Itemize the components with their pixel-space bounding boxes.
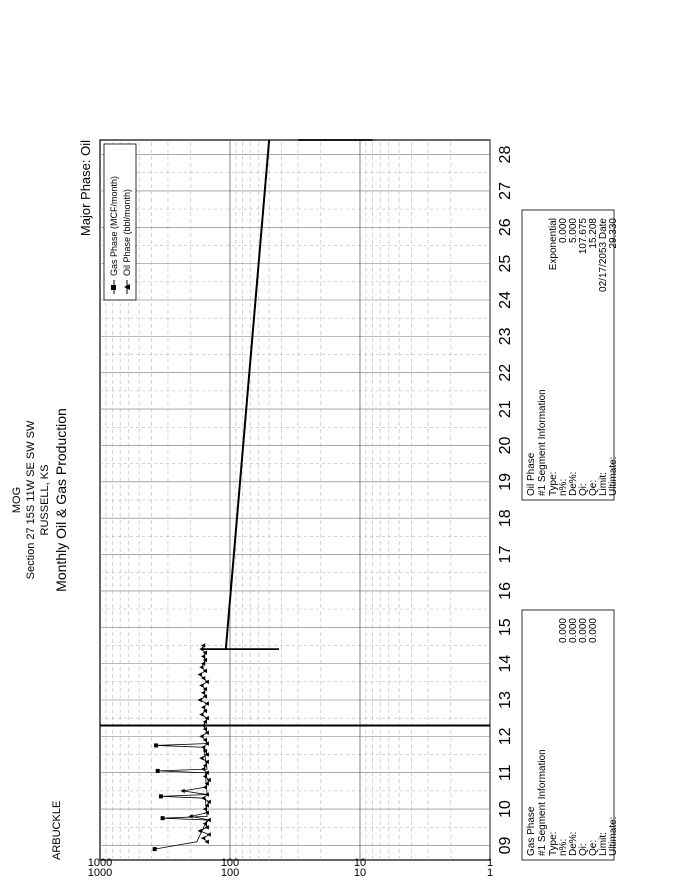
oil_box-row-label: n%: bbox=[558, 478, 569, 496]
gas_box-row-label: Type: bbox=[548, 831, 559, 856]
oil_box-row-value: 107.675 bbox=[578, 218, 589, 255]
x-tick-label: 18 bbox=[497, 509, 514, 528]
y-tick-label: 1000 bbox=[87, 867, 113, 879]
gas_box-row-label: Limit: bbox=[598, 832, 609, 856]
chart-title: Monthly Oil & Gas Production bbox=[53, 408, 69, 592]
x-tick-label: 15 bbox=[497, 618, 514, 637]
legend-oil-label: Oil Phase (bbl/month) bbox=[122, 188, 132, 276]
data-point bbox=[201, 705, 205, 709]
gas-box-subtitle: #1 Segment Information bbox=[537, 749, 548, 856]
x-tick-label: 24 bbox=[497, 291, 514, 309]
oil_box-row-value: 29.330 bbox=[608, 218, 619, 249]
data-point bbox=[198, 672, 202, 676]
y-tick-label: 1000 bbox=[87, 857, 113, 869]
y-tick-label: 1 bbox=[486, 857, 494, 869]
x-tick-label: 26 bbox=[497, 218, 514, 237]
x-tick-label: 21 bbox=[497, 400, 514, 418]
oil_box-row-value: 0.000 bbox=[558, 218, 569, 244]
x-axis-ticks bbox=[497, 146, 514, 855]
legend-gas-label: Gas Phase (MCF/month) bbox=[109, 175, 119, 276]
header-line-1: MOG bbox=[11, 486, 23, 514]
x-tick-label: 10 bbox=[497, 800, 514, 818]
oil_box-row-label: Qe: bbox=[588, 479, 599, 496]
y-tick-label: 10 bbox=[353, 857, 367, 869]
data-point bbox=[201, 836, 205, 840]
gas_box-row-value: 0.000 bbox=[588, 618, 599, 644]
major-phase-label: Major Phase: Oil bbox=[78, 140, 93, 237]
formation-label: ARBUCKLE bbox=[51, 800, 63, 860]
data-point bbox=[154, 743, 158, 747]
series-group bbox=[153, 140, 270, 851]
y-tick-label: 100 bbox=[220, 857, 240, 869]
x-tick-label: 16 bbox=[497, 582, 514, 600]
data-point bbox=[156, 769, 160, 773]
gas_box-row-label: De%: bbox=[568, 831, 579, 856]
gas_box-row-label: Qi: bbox=[578, 843, 589, 856]
legend-gas-marker bbox=[111, 285, 116, 290]
x-tick-label: 19 bbox=[497, 472, 514, 491]
x-tick-label: 20 bbox=[497, 436, 514, 455]
data-point bbox=[153, 847, 157, 851]
data-point bbox=[199, 647, 203, 651]
oil_box-row-label: Type: bbox=[548, 471, 559, 496]
oil-info-box bbox=[522, 210, 619, 500]
oil-box-title: Oil Phase bbox=[526, 452, 537, 496]
x-tick-label: 23 bbox=[497, 327, 514, 346]
gas_box-row-label: Qe: bbox=[588, 839, 599, 856]
data-point bbox=[159, 794, 163, 798]
x-tick-label: 12 bbox=[497, 727, 514, 746]
header-line-3: RUSSELL, KS bbox=[39, 464, 51, 536]
oil_box-row-value: 5.000 bbox=[568, 218, 579, 244]
y-tick-label: 10 bbox=[353, 867, 367, 879]
data-point bbox=[203, 774, 207, 778]
oil-box-subtitle: #1 Segment Information bbox=[537, 389, 548, 496]
oil_box-row-label: Limit: bbox=[598, 472, 609, 496]
gas_box-row-value: 0.000 bbox=[578, 618, 589, 644]
data-point bbox=[199, 712, 203, 716]
annotations bbox=[100, 140, 490, 725]
data-point bbox=[201, 691, 205, 695]
x-tick-label: 14 bbox=[497, 654, 514, 673]
gas_box-row-label: Ultimate: bbox=[608, 816, 619, 856]
y-tick-label: 1 bbox=[486, 867, 494, 879]
oil_box-row-label: Ultimate: bbox=[608, 456, 619, 496]
oil_box-row-value: Exponential bbox=[548, 218, 559, 271]
data-point bbox=[161, 816, 165, 820]
oil_box-row-label: De%: bbox=[568, 471, 579, 496]
x-tick-label: 11 bbox=[497, 764, 514, 782]
x-tick-label: 28 bbox=[497, 145, 514, 164]
gas-info-box bbox=[522, 610, 619, 860]
data-point bbox=[199, 734, 203, 738]
data-point bbox=[180, 789, 184, 793]
x-tick-label: 27 bbox=[497, 182, 514, 200]
header-line-2: Section 27 15S 11W SE SW SW bbox=[25, 420, 37, 580]
gridlines bbox=[100, 140, 490, 860]
data-point bbox=[198, 698, 202, 702]
legend bbox=[104, 144, 136, 300]
data-point bbox=[201, 654, 205, 658]
gas_box-row-value: 0.000 bbox=[558, 618, 569, 644]
x-tick-label: 09 bbox=[497, 836, 514, 855]
data-point bbox=[199, 665, 203, 669]
data-point bbox=[199, 683, 203, 687]
x-tick-label: 22 bbox=[497, 363, 514, 382]
gas_box-row-label: n%: bbox=[558, 838, 569, 856]
x-tick-label: 13 bbox=[497, 691, 514, 709]
data-point bbox=[188, 814, 192, 818]
x-tick-label: 25 bbox=[497, 254, 514, 273]
oil_box-row-label: Qi: bbox=[578, 483, 589, 496]
data-point bbox=[199, 756, 203, 760]
y-tick-label: 100 bbox=[220, 867, 240, 879]
gas_box-row-value: 0.000 bbox=[568, 618, 579, 644]
gas-box-title: Gas Phase bbox=[526, 806, 537, 856]
x-tick-label: 17 bbox=[497, 545, 514, 564]
oil_box-row-value: 15.208 bbox=[588, 218, 599, 249]
oil_box-row-value: 02/17/2053 Date bbox=[598, 218, 609, 292]
